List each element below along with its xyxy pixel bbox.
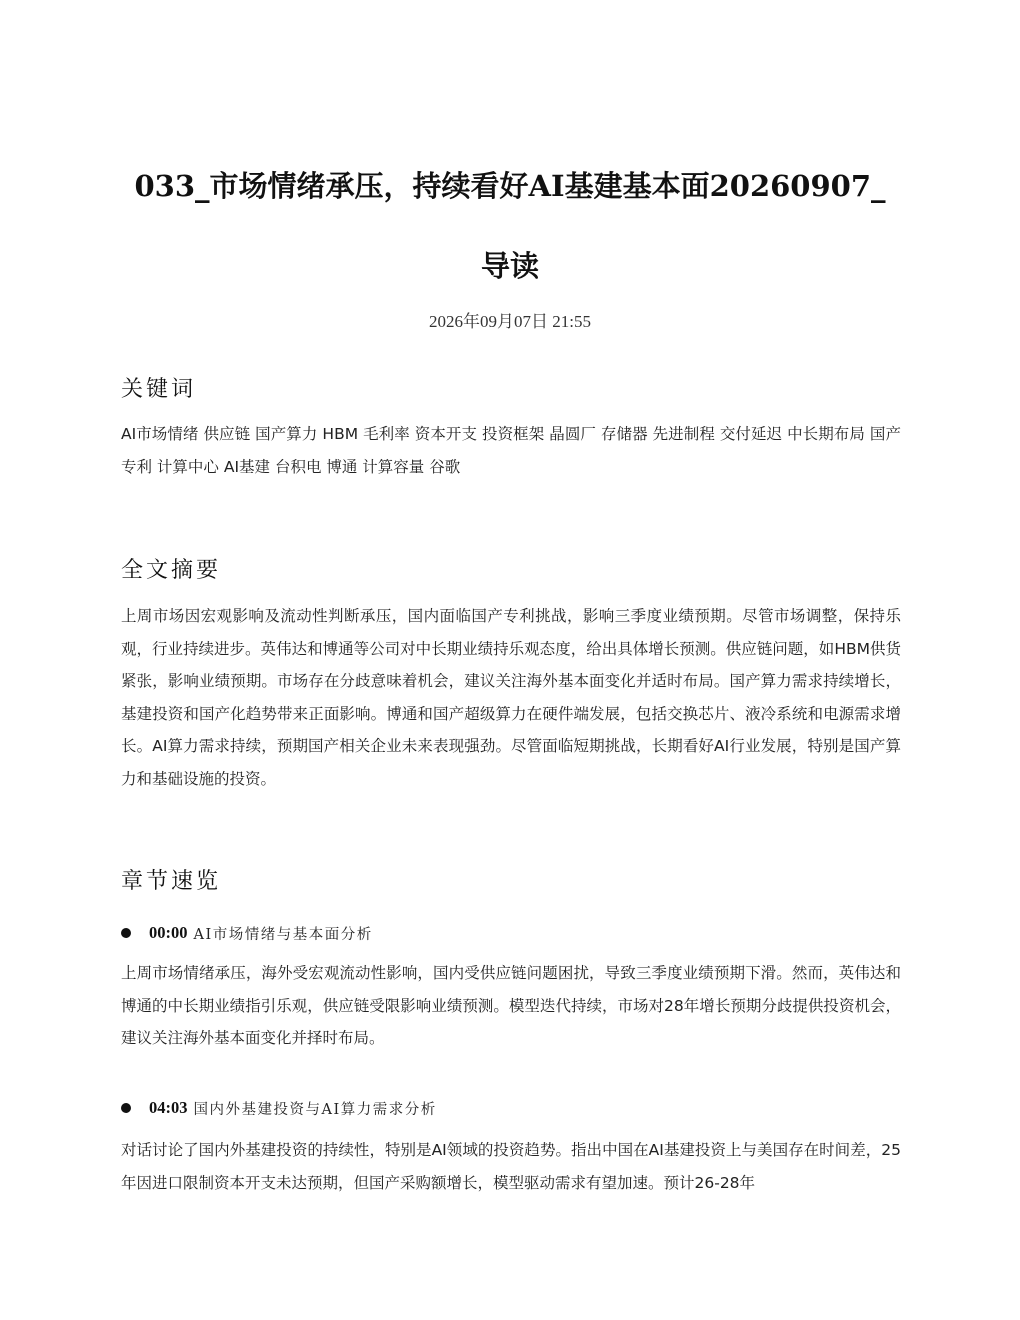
document-title: 033_市场情绪承压，持续看好AI基建基本面20260907_导读 <box>134 169 886 283</box>
chapter-text: 上周市场情绪承压，海外受宏观流动性影响，国内受供应链问题困扰，导致三季度业绩预期下滑。然而，英伟达和博通的中长期业绩指引乐观，供应链受限影响业绩预测。模型迭代持续，市场对28年增长预期分歧提供投资机会，建议关注海外基本面变化并择时布局。 <box>121 964 901 1047</box>
chapter-item-header <box>121 921 901 945</box>
chapter-title: 国内外基建投资与AI算力需求分析 <box>193 1101 437 1118</box>
chapters-heading: 章节速览 <box>121 869 222 894</box>
keywords-text: AI市场情绪 供应链 国产算力 HBM 毛利率 资本开支 投资框架 晶圆厂 存储器 先进制程 交付延迟 中长期布局 国产专利 计算中心 AI基建 台积电 博通 计算容量 谷歌 <box>121 425 901 476</box>
chapter-time: 04:03 <box>149 1098 188 1117</box>
keywords-heading: 关键词 <box>121 377 197 402</box>
summary-text: 上周市场因宏观影响及流动性判断承压，国内面临国产专利挑战，影响三季度业绩预期。尽管市场调整，保持乐观，行业持续进步。英伟达和博通等公司对中长期业绩持乐观态度，给出具体增长预测。供应链问题，如HBM供货紧张，影响业绩预期。市场存在分歧意味着机会，建议关注海外基本面变化并适时布局。国产算力需求持续增长，基建投资和国产化趋势带来正面影响。博通和国产超级算力在硬件端发展，包括交换芯片、液冷系统和电源需求增长。AI算力需求持续，预期国产相关企业未来表现强劲。尽管面临短期挑战，长期看好AI行业发展，特别是国产算力和基础设施的投资。 <box>121 607 901 788</box>
bullet-icon <box>121 928 131 938</box>
chapter-title: AI市场情绪与基本面分析 <box>193 926 373 943</box>
chapter-time: 00:00 <box>149 923 188 942</box>
bullet-icon <box>121 1103 131 1113</box>
chapter-text: 对话讨论了国内外基建投资的持续性，特别是AI领域的投资趋势。指出中国在AI基建投资上与美国存在时间差，25年因进口限制资本开支未达预期，但国产采购额增长，模型驱动需求有望加速。预计26-28年 <box>121 1141 901 1192</box>
summary-heading: 全文摘要 <box>121 558 222 583</box>
document-date: 2026年09月07日 21:55 <box>429 312 591 331</box>
chapter-item-header <box>121 1096 901 1120</box>
